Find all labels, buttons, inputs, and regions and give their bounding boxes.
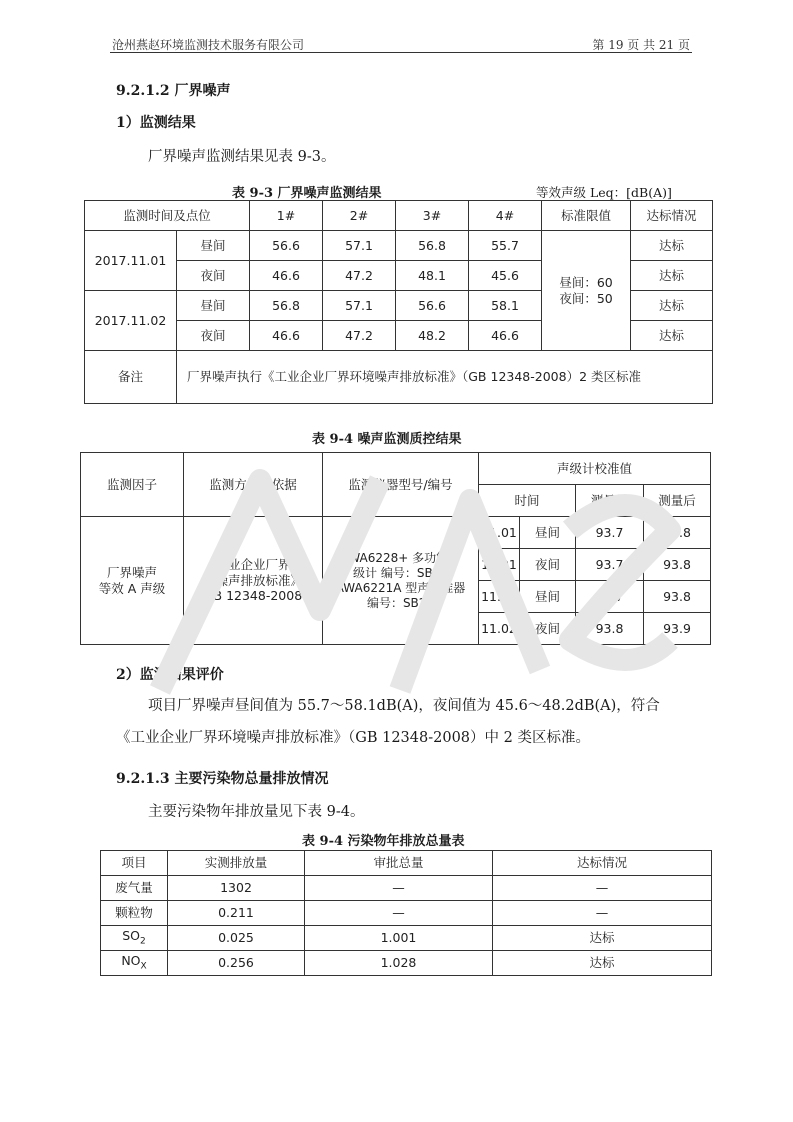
compliance-cell: 达标 [493, 951, 712, 976]
item-cell [101, 951, 168, 976]
limit-day: 昼间：60 [559, 274, 613, 290]
value-cell: 93.7 [576, 581, 644, 613]
date-cell: 2017.11.02 [85, 291, 177, 351]
remark-label: 备注 [85, 351, 177, 404]
header-cell: 达标情况 [631, 201, 713, 231]
date-cell: 11.02 [479, 613, 520, 645]
date-cell: 11.02 [479, 581, 520, 613]
value-cell: 46.6 [250, 261, 323, 291]
value-cell: 93.7 [576, 549, 644, 581]
company-name: 沧州燕赵环境监测技术服务有限公司 [112, 38, 305, 52]
method-cell [184, 517, 323, 645]
value-cell: 48.1 [396, 261, 469, 291]
pollutant-emissions-table [100, 850, 712, 976]
table-caption-pollutants: 表 9-4 污染物年排放总量表 [302, 834, 465, 849]
factor-cell [81, 517, 184, 645]
header-cell: 项目 [101, 851, 168, 876]
period-cell: 昼间 [520, 517, 576, 549]
instrument-line: 编号：SB21 [366, 595, 435, 610]
item-subscript: 2 [140, 936, 146, 947]
instrument-cell [323, 517, 479, 645]
qc-results-table [80, 452, 711, 645]
header-cell: 监测时间及点位 [85, 201, 250, 231]
compliance-cell: 达标 [631, 321, 713, 351]
compliance-cell: 达标 [631, 291, 713, 321]
value-cell: 56.8 [396, 231, 469, 261]
table-row [101, 926, 712, 951]
method-line: 境噪声排放标准》 [202, 572, 303, 588]
value-cell: 57.1 [323, 291, 396, 321]
item-main: NO [121, 953, 141, 969]
value-cell: 0.025 [168, 926, 305, 951]
header-cell: 标准限值 [542, 201, 631, 231]
table-caption-9-3: 表 9-3 厂界噪声监测结果 [232, 186, 382, 201]
item-subscript: X [140, 961, 147, 972]
paragraph-pollutants: 主要污染物年排放量见下表 9-4。 [148, 804, 365, 820]
value-cell: 93.8 [644, 517, 711, 549]
compliance-cell: — [493, 901, 712, 926]
instrument-line: 级计 编号：SB20 [353, 565, 448, 580]
factor-line: 等效 A 声级 [98, 580, 166, 596]
period-cell: 昼间 [177, 291, 250, 321]
value-cell: 56.8 [250, 291, 323, 321]
item-cell [101, 926, 168, 951]
period-cell: 夜间 [520, 549, 576, 581]
value-cell: 48.2 [396, 321, 469, 351]
header-cell: 审批总量 [305, 851, 493, 876]
table-row [85, 231, 713, 261]
remark-row [85, 351, 713, 404]
header-cell: 测量后 [644, 485, 711, 517]
page-number: 第 19 页 共 21 页 [592, 38, 690, 52]
header-cell: 测量前 [576, 485, 644, 517]
period-cell: 夜间 [177, 321, 250, 351]
header-cell: 3# [396, 201, 469, 231]
compliance-cell: 达标 [631, 261, 713, 291]
instrument-line: AWA6228+ 多功能声 [340, 550, 461, 565]
value-cell: 56.6 [396, 291, 469, 321]
value-cell: 0.256 [168, 951, 305, 976]
method-line: 《工业企业厂界环 [202, 557, 303, 573]
value-cell: 93.8 [644, 581, 711, 613]
remark-text: 厂界噪声执行《工业企业厂界环境噪声排放标准》（GB 12348-2008）2 类区标准 [177, 351, 713, 404]
value-cell: 1302 [168, 876, 305, 901]
value-cell: 93.8 [644, 549, 711, 581]
value-cell: 93.8 [576, 613, 644, 645]
noise-results-table [84, 200, 713, 404]
table-header-row [85, 201, 713, 231]
value-cell: 93.9 [644, 613, 711, 645]
value-cell: 56.6 [250, 231, 323, 261]
evaluation-line-2: 《工业企业厂界环境噪声排放标准》（GB 12348-2008）中 2 类区标准。 [116, 730, 590, 746]
header-cell: 1# [250, 201, 323, 231]
header-cell: 监测仪器型号/编号 [323, 453, 479, 517]
instrument-line: AWA6221A 型声校准器 [335, 580, 466, 595]
factor-line: 厂界噪声 [106, 564, 157, 580]
table-row [81, 517, 711, 549]
compliance-cell: — [493, 876, 712, 901]
approved-cell: 1.028 [305, 951, 493, 976]
period-cell: 夜间 [520, 613, 576, 645]
item-main: SO [122, 928, 141, 944]
value-cell: 46.6 [250, 321, 323, 351]
header-cell: 达标情况 [493, 851, 712, 876]
page-header [110, 30, 692, 53]
table-header-row [101, 851, 712, 876]
standard-limit-cell [542, 231, 631, 351]
header-cell: 时间 [479, 485, 576, 517]
value-cell: 47.2 [323, 261, 396, 291]
header-cell: 监测方法及依据 [184, 453, 323, 517]
header-cell: 2# [323, 201, 396, 231]
table-unit: 等效声级 Leq：[dB(A)] [536, 185, 672, 200]
value-cell: 47.2 [323, 321, 396, 351]
period-cell: 昼间 [177, 231, 250, 261]
header-cell: 声级计校准值 [479, 453, 711, 485]
compliance-cell: 达标 [631, 231, 713, 261]
method-line: GB 12348-2008 [203, 588, 303, 604]
table-caption-qc: 表 9-4 噪声监测质控结果 [312, 432, 462, 447]
value-cell: 0.211 [168, 901, 305, 926]
header-cell: 监测因子 [81, 453, 184, 517]
header-cell: 实测排放量 [168, 851, 305, 876]
compliance-cell: 达标 [493, 926, 712, 951]
table-header-row [81, 453, 711, 485]
date-cell: 11.01 [479, 549, 520, 581]
table-row [101, 876, 712, 901]
item-cell: 颗粒物 [101, 901, 168, 926]
approved-cell: 1.001 [305, 926, 493, 951]
section-heading-pollutants: 9.2.1.3 主要污染物总量排放情况 [116, 771, 329, 787]
date-cell: 2017.11.01 [85, 231, 177, 291]
header-cell: 4# [469, 201, 542, 231]
value-cell: 55.7 [469, 231, 542, 261]
table-row [101, 901, 712, 926]
period-cell: 夜间 [177, 261, 250, 291]
approved-cell: — [305, 901, 493, 926]
value-cell: 46.6 [469, 321, 542, 351]
value-cell: 93.7 [576, 517, 644, 549]
section-heading-noise: 9.2.1.2 厂界噪声 [116, 83, 231, 99]
period-cell: 昼间 [520, 581, 576, 613]
item-cell: 废气量 [101, 876, 168, 901]
value-cell: 57.1 [323, 231, 396, 261]
limit-night: 夜间：50 [559, 290, 613, 306]
approved-cell: — [305, 876, 493, 901]
evaluation-line-1: 项目厂界噪声昼间值为 55.7～58.1dB(A)，夜间值为 45.6～48.2dB(A)，符合 [148, 698, 660, 714]
value-cell: 58.1 [469, 291, 542, 321]
subheading-evaluation: 2）监测结果评价 [116, 667, 224, 683]
subheading-results: 1）监测结果 [116, 115, 196, 131]
date-cell: 11.01 [479, 517, 520, 549]
paragraph-results: 厂界噪声监测结果见表 9-3。 [148, 149, 336, 165]
value-cell: 45.6 [469, 261, 542, 291]
table-row [101, 951, 712, 976]
